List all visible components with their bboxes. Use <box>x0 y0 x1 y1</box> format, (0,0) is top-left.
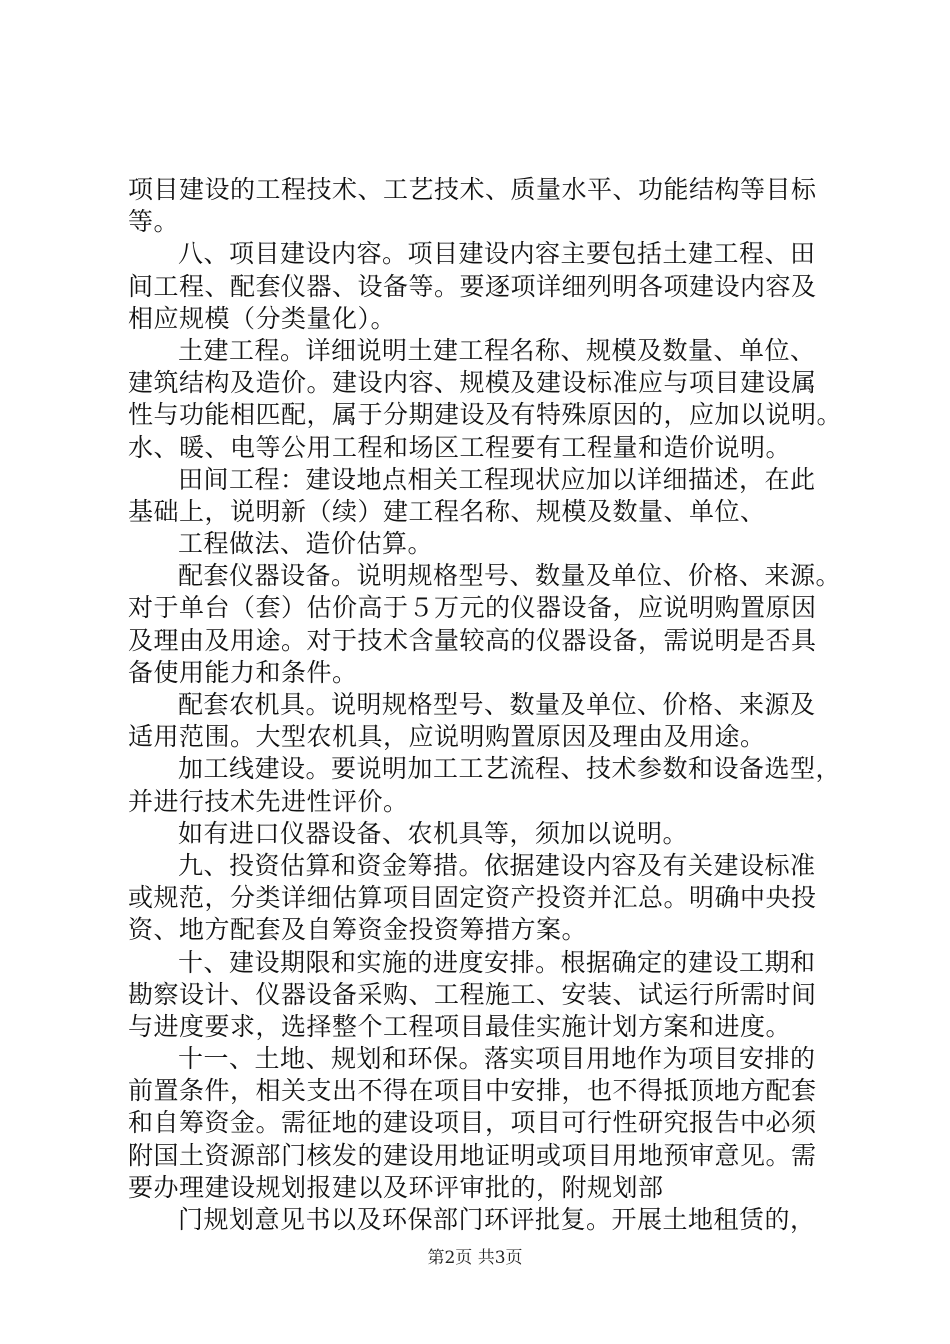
page-footer: 第2页 共3页 <box>427 1248 523 1268</box>
text-line: 性与功能相匹配，属于分期建设及有特殊原因的，应加以说明。 <box>128 400 843 430</box>
text-line: 对于单台（套）估价高于５万元的仪器设备，应说明购置原因 <box>128 593 817 623</box>
text-line: 如有进口仪器设备、农机具等，须加以说明。 <box>178 818 689 848</box>
text-line: 项目建设的工程技术、工艺技术、质量水平、功能结构等目标 <box>128 175 817 204</box>
text-line: 前置条件，相关支出不得在项目中安排，也不得抵顶地方配套 <box>128 1076 817 1106</box>
text-line: 资、地方配套及自筹资金投资筹措方案。 <box>128 915 588 945</box>
text-line: 适用范围。大型农机具，应说明购置原因及理由及用途。 <box>128 722 766 752</box>
text-line: 要办理建设规划报建以及环评审批的，附规划部 <box>128 1172 664 1202</box>
text-line: 并进行技术先进性评价。 <box>128 786 409 816</box>
text-line: 九、投资估算和资金筹措。依据建设内容及有关建设标准 <box>178 850 816 880</box>
text-line: 和自筹资金。需征地的建设项目，项目可行性研究报告中必须 <box>128 1108 817 1138</box>
text-line: 水、暖、电等公用工程和场区工程要有工程量和造价说明。 <box>128 432 792 462</box>
text-line: 间工程、配套仪器、设备等。要逐项详细列明各项建设内容及 <box>128 271 817 301</box>
text-line: 附国土资源部门核发的建设用地证明或项目用地预审意见。需 <box>128 1140 817 1170</box>
text-line: 土建工程。详细说明土建工程名称、规模及数量、单位、 <box>178 335 816 365</box>
text-line: 十、建设期限和实施的进度安排。根据确定的建设工期和 <box>178 947 816 977</box>
text-line: 门规划意见书以及环保部门环评批复。开展土地租赁的， <box>178 1205 816 1234</box>
text-line: 配套仪器设备。说明规格型号、数量及单位、价格、来源。 <box>178 561 842 591</box>
text-line: 田间工程：建设地点相关工程现状应加以详细描述，在此 <box>178 464 816 494</box>
text-line: 相应规模（分类量化）。 <box>128 303 397 333</box>
text-line: 备使用能力和条件。 <box>128 657 358 687</box>
text-line: 八、项目建设内容。项目建设内容主要包括土建工程、田 <box>178 239 816 269</box>
text-line: 建筑结构及造价。建设内容、规模及建设标准应与项目建设属 <box>128 368 817 398</box>
text-line: 等。 <box>128 207 180 237</box>
text-line: 配套农机具。说明规格型号、数量及单位、价格、来源及 <box>178 690 816 719</box>
text-line: 十一、土地、规划和环保。落实项目用地作为项目安排的 <box>178 1044 816 1074</box>
text-line: 勘察设计、仪器设备采购、工程施工、安装、试运行所需时间 <box>128 979 817 1009</box>
text-line: 工程做法、造价估算。 <box>178 529 434 559</box>
text-line: 与进度要求，选择整个工程项目最佳实施计划方案和进度。 <box>128 1011 792 1041</box>
text-line: 基础上，说明新（续）建工程名称、规模及数量、单位、 <box>128 496 766 526</box>
text-line: 加工线建设。要说明加工工艺流程、技术参数和设备选型， <box>178 754 842 784</box>
document-body <box>128 174 843 1236</box>
text-line: 及理由及用途。对于技术含量较高的仪器设备，需说明是否具 <box>128 625 817 655</box>
text-line: 或规范，分类详细估算项目固定资产投资并汇总。明确中央投 <box>128 883 817 913</box>
